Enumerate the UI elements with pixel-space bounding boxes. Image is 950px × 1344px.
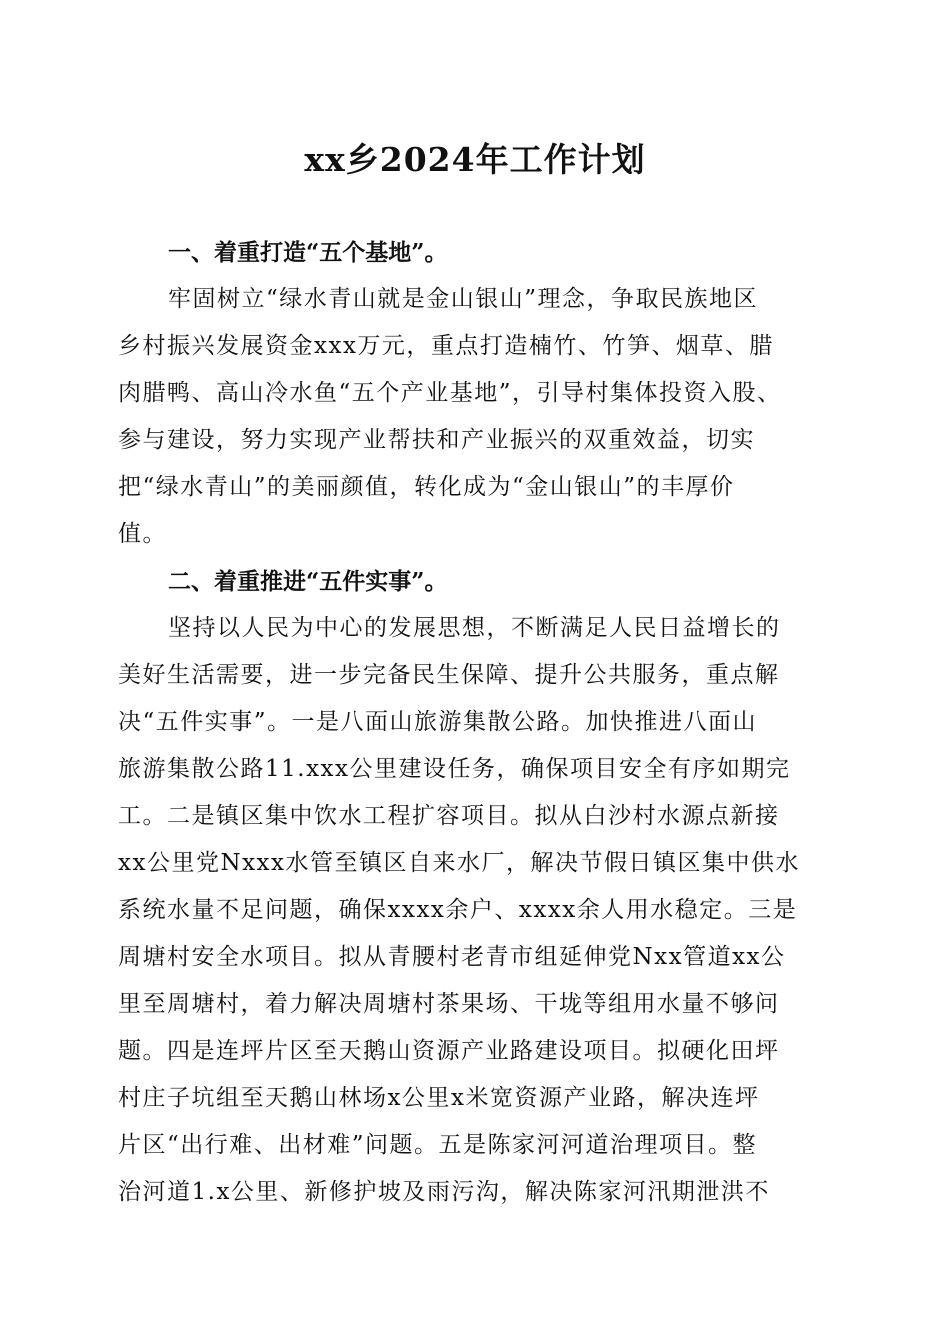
paragraph-line: 系统水量不足问题，确保xxxx余户、xxxx余人用水稳定。三是 [118, 897, 798, 923]
paragraph-line: 把“绿水青山”的美丽颜值，转化成为“金山银山”的丰厚价 [118, 474, 735, 500]
section-paragraph-2 [118, 605, 832, 1216]
paragraph-line: 题。四是连坪片区至天鹅山资源产业路建设项目。拟硬化田坪 [118, 1038, 780, 1064]
paragraph-line: 坚持以人民为中心的发展思想，不断满足人民日益增长的 [168, 615, 781, 641]
document-title: xx乡2024年工作计划 [304, 140, 646, 179]
paragraph-line: 工。二是镇区集中饮水工程扩容项目。拟从白沙村水源点新接 [118, 803, 780, 829]
section-paragraph-1 [118, 276, 832, 558]
paragraph-line: 里至周塘村，着力解决周塘村茶果场、干垅等组用水量不够问 [118, 991, 780, 1017]
paragraph-line: 旅游集散公路11.xxx公里建设任务，确保项目安全有序如期完 [118, 756, 791, 782]
document-body [118, 229, 832, 1216]
paragraph-line: 周塘村安全水项目。拟从青腰村老青市组延伸党Nxx管道xx公 [118, 944, 786, 970]
paragraph-line: 参与建设，努力实现产业帮扶和产业振兴的双重效益，切实 [118, 427, 755, 453]
paragraph-line: 肉腊鸭、高山冷水鱼“五个产业基地”，引导村集体投资入股、 [118, 380, 782, 406]
paragraph-line: xx公里党Nxxx水管至镇区自来水厂，解决节假日镇区集中供水 [118, 850, 800, 876]
paragraph-line: 牢固树立“绿水青山就是金山银山”理念，争取民族地区 [168, 286, 759, 312]
section-heading-1: 一、着重打造“五个基地”。 [168, 239, 448, 266]
paragraph-line: 治河道1.x公里、新修护坡及雨污沟，解决陈家河汛期泄洪不 [118, 1179, 770, 1205]
paragraph-line: 值。 [118, 521, 167, 547]
paragraph-line: 村庄子坑组至天鹅山林场x公里x米宽资源产业路，解决连坪 [118, 1085, 760, 1111]
section-heading-2: 二、着重推进“五件实事”。 [168, 568, 448, 595]
paragraph-line: 决“五件实事”。一是八面山旅游集散公路。加快推进八面山 [118, 709, 758, 735]
paragraph-line: 美好生活需要，进一步完备民生保障、提升公共服务，重点解 [118, 662, 780, 688]
paragraph-line: 乡村振兴发展资金xxx万元，重点打造楠竹、竹笋、烟草、腊 [118, 333, 774, 359]
paragraph-line: 片区“出行难、出材难”问题。五是陈家河河道治理项目。整 [118, 1132, 758, 1158]
